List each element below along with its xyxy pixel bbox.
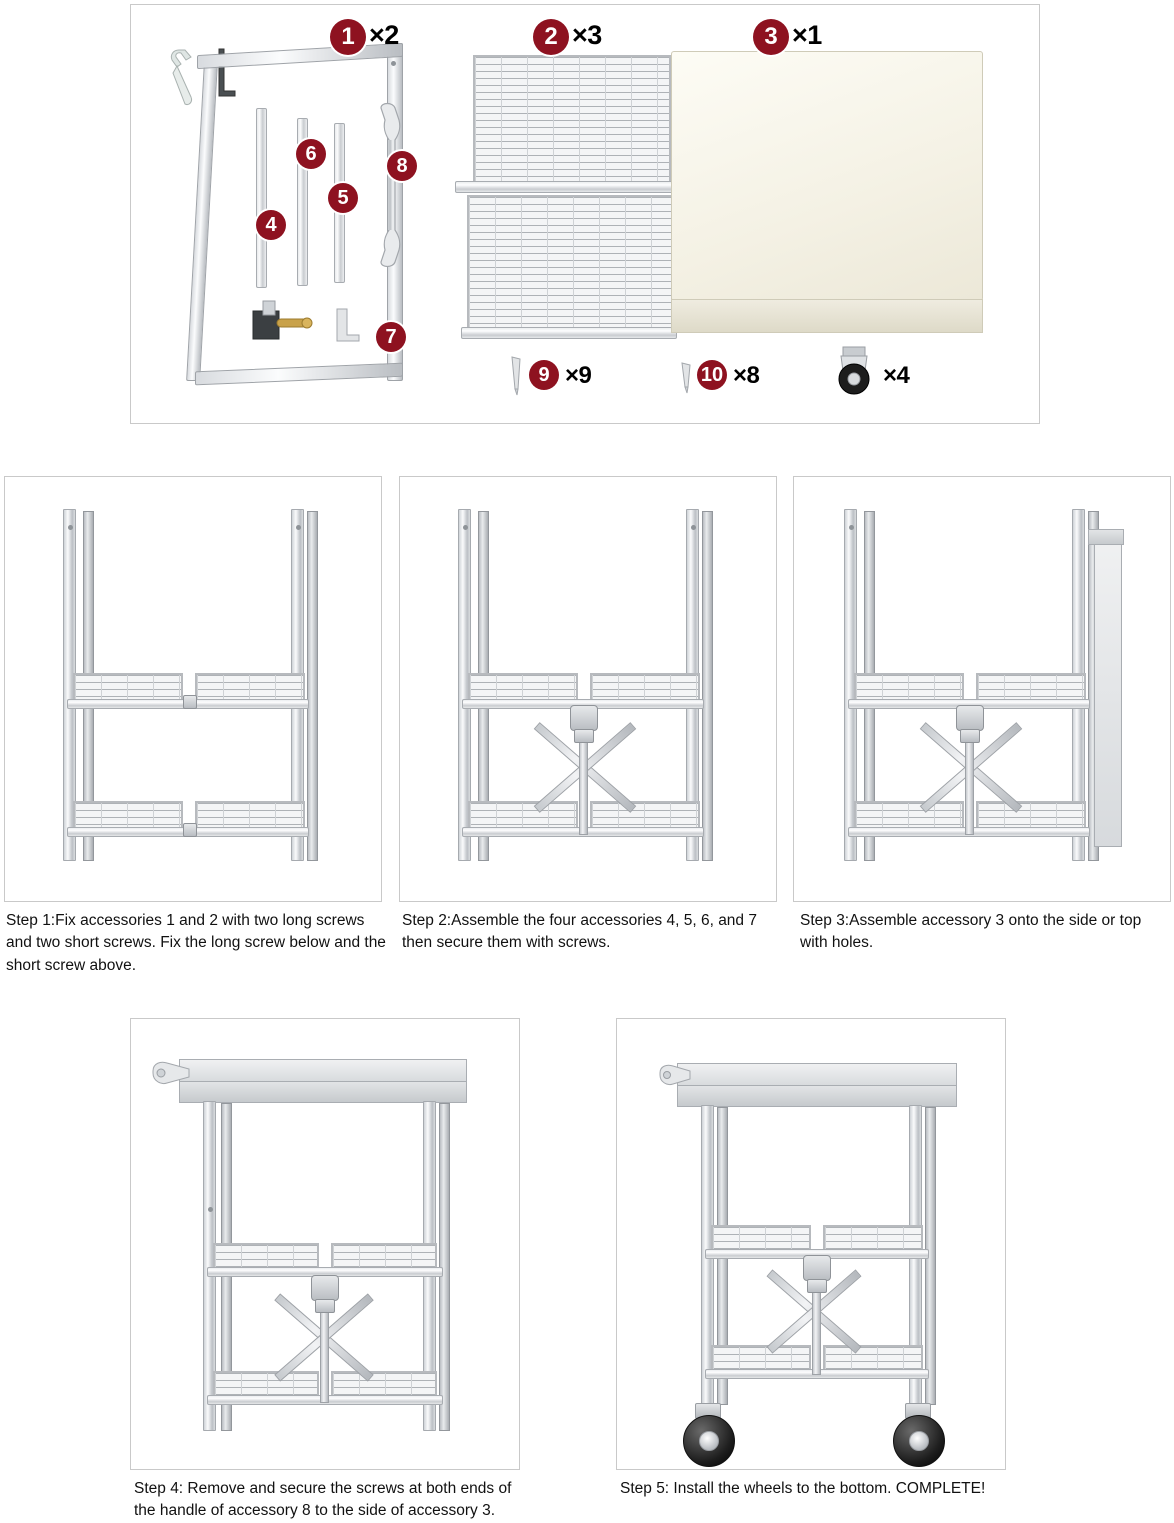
- table-top-surface: [179, 1059, 467, 1083]
- qty-part-9: ×9: [565, 362, 592, 389]
- step-5-panel: [616, 1018, 1006, 1470]
- step-5-caption: Step 5: Install the wheels to the bottom. COMPLETE!: [620, 1480, 986, 1497]
- caster-wheel-icon: [831, 345, 885, 397]
- badge-part-3: 3: [753, 19, 789, 55]
- qty-part-1: ×2: [369, 20, 399, 50]
- part-9-long-screw-icon: [509, 355, 525, 397]
- mounted-board: [1094, 535, 1122, 847]
- part-4-plate: [331, 305, 367, 343]
- part-4-lock-bracket: [249, 295, 319, 347]
- badge-part-4: 7: [376, 322, 406, 352]
- caster-wheel-hub: [699, 1431, 719, 1451]
- step-2-panel: [399, 476, 777, 902]
- parts-list-panel: [130, 4, 1040, 424]
- handle-installed: [657, 1059, 693, 1091]
- step-3-panel: [793, 476, 1171, 902]
- badge-part-5: 4: [256, 210, 286, 240]
- step-4-panel: [130, 1018, 520, 1470]
- qty-wheels: ×4: [883, 362, 910, 389]
- badge-part-6: 5: [328, 183, 358, 213]
- caster-wheel-hub: [909, 1431, 929, 1451]
- badge-part-8: 8: [387, 151, 417, 181]
- badge-part-9: 9: [529, 360, 559, 390]
- qty-part-2: ×3: [572, 20, 602, 50]
- step-2-caption: Step 2:Assemble the four accessories 4, 5, 6, and 7 then secure them with screws.: [402, 912, 757, 952]
- badge-part-2: 2: [533, 19, 569, 55]
- part-10-short-screw-icon: [679, 361, 695, 395]
- part-3-table-top: [671, 51, 991, 351]
- badge-part-1: 1: [330, 19, 366, 55]
- part-8-handle: [365, 100, 413, 270]
- qty-part-3: ×1: [792, 20, 822, 50]
- handle-installed: [149, 1055, 193, 1091]
- badge-part-10: 10: [697, 360, 727, 390]
- part-5-brace-bar: [256, 108, 267, 288]
- step-3-caption: Step 3:Assemble accessory 3 onto the side or top with holes.: [800, 912, 1142, 952]
- table-top-surface: [677, 1063, 957, 1087]
- step-4-caption: Step 4: Remove and secure the screws at both ends of the handle of accessory 8 to the side of accessory 3.: [134, 1480, 512, 1520]
- step-1-panel: [4, 476, 382, 902]
- step-1-caption: Step 1:Fix accessories 1 and 2 with two long screws and two short screws. Fix the long screw below and the short screw above.: [6, 912, 386, 974]
- badge-part-7: 6: [296, 139, 326, 169]
- qty-part-10: ×8: [733, 362, 760, 389]
- part-2-mesh-shelves: [467, 55, 677, 335]
